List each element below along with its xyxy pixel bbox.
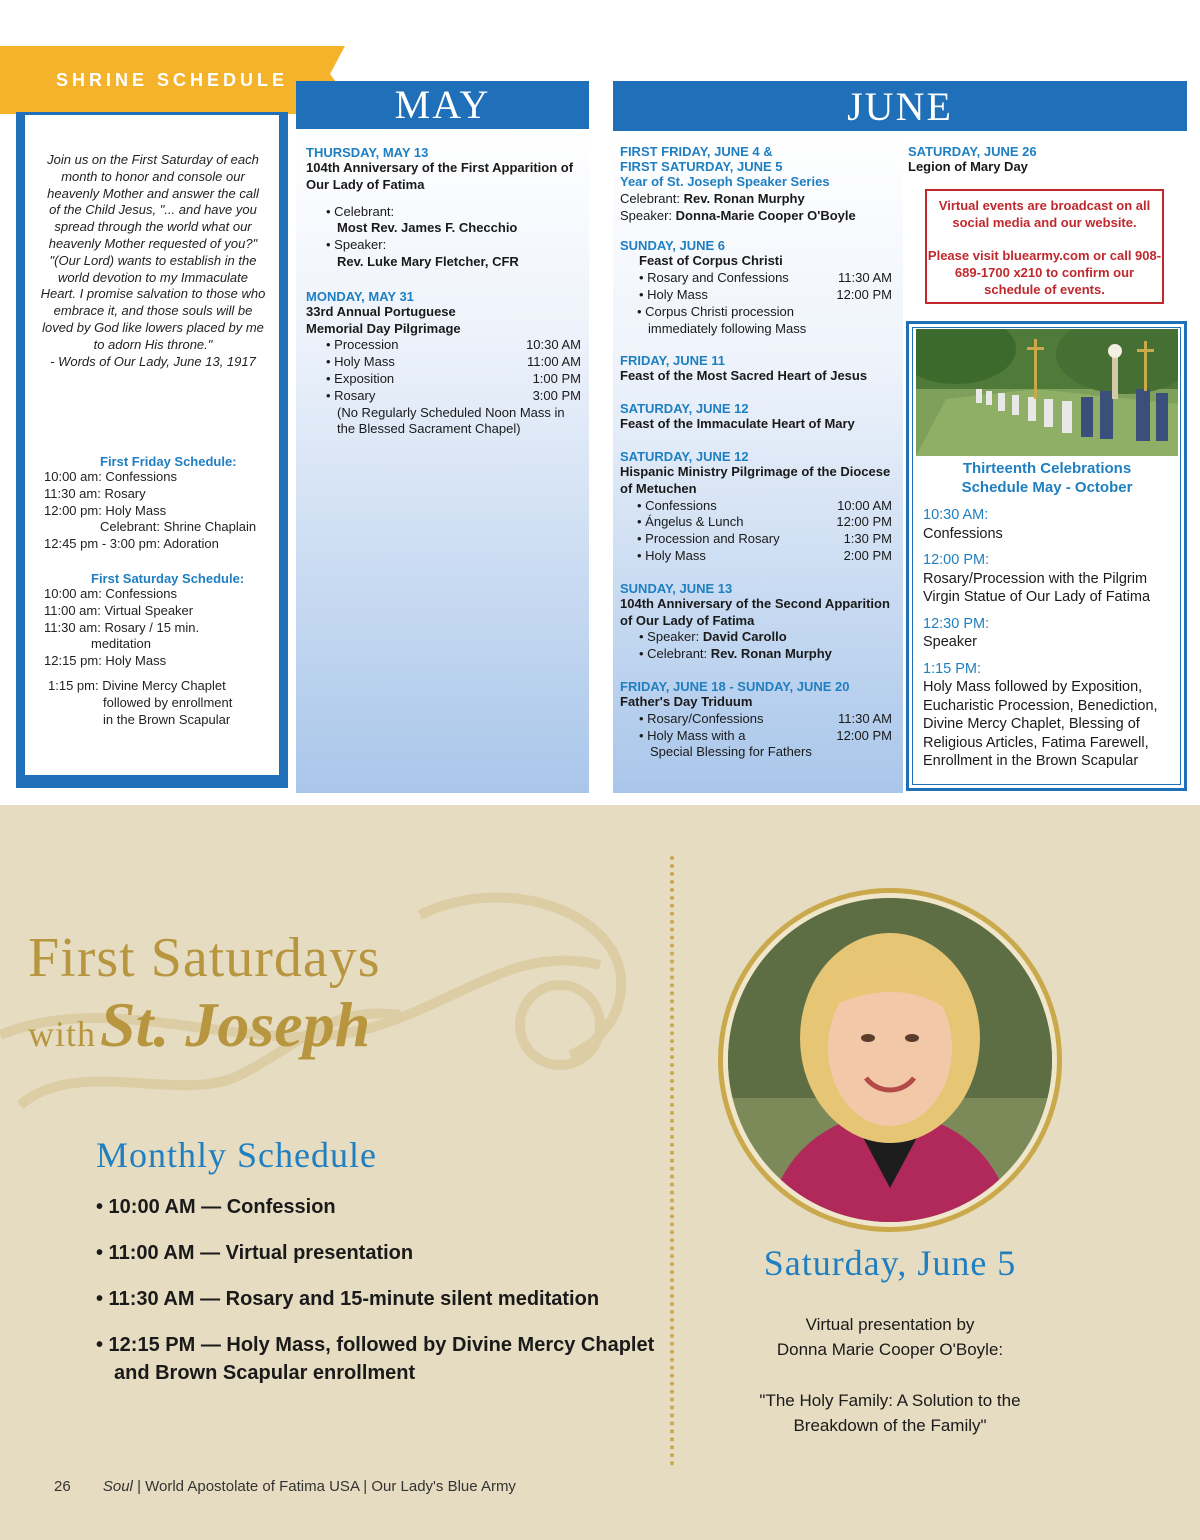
row-label: • Ángelus & Lunch xyxy=(637,514,744,530)
vp-quote-2: Breakdown of the Family" xyxy=(793,1416,987,1435)
row-label-text: Holy Mass xyxy=(334,354,395,370)
schedule-row xyxy=(306,388,581,405)
notice-line-1: Virtual events are broadcast on all social media and our website. xyxy=(938,198,1151,230)
celebrant-name: Rev. Ronan Murphy xyxy=(710,646,832,662)
first-saturday-meditation: meditation xyxy=(91,636,151,652)
first-saturday-chaplet-3: in the Brown Scapular xyxy=(103,711,231,727)
row-time: 11:30 AM xyxy=(838,270,892,286)
row-label: • Rosary/Confessions xyxy=(639,710,764,726)
first-saturday-item: 10:00 am: Confessions xyxy=(44,586,177,601)
first-friday-item: 11:30 am: Rosary xyxy=(44,485,146,501)
schedule-row xyxy=(620,728,892,745)
procession-photo xyxy=(916,329,1178,456)
row-time: 1:30 PM xyxy=(843,531,892,547)
may-speaker: Rev. Luke Mary Fletcher, CFR xyxy=(337,253,519,269)
quote-attribution: - Words of Our Lady, June 13, 1917 xyxy=(50,353,256,369)
celebrant-label: Celebrant: xyxy=(620,190,680,206)
row-label: • Procession xyxy=(326,337,399,353)
title-line-1: First Saturdays xyxy=(28,927,381,989)
june-event-date: FRIDAY, JUNE 18 - SUNDAY, JUNE 20 xyxy=(620,678,850,694)
june-title: JUNE xyxy=(847,84,953,129)
june-event-date: FRIDAY, JUNE 11 xyxy=(620,353,726,369)
row-label: • Exposition xyxy=(326,370,395,386)
speaker-photo xyxy=(728,898,1052,1222)
title-with: with xyxy=(28,1014,97,1054)
thirteenth-desc: Holy Mass followed by Exposition, Eucharistic Procession, Benediction, Divine Mercy Chaplet, Blessing of Religious Articles, Fatima Farewell, Enrollment in the Brown Scapular xyxy=(923,679,1158,769)
row-label: • Confessions xyxy=(637,497,717,513)
page-footer xyxy=(54,1478,516,1495)
first-saturday-item: 11:00 am: Virtual Speaker xyxy=(44,602,194,618)
celebrant-label: Celebrant: xyxy=(647,646,708,662)
may-event-date: MONDAY, MAY 31 xyxy=(306,288,414,304)
thirteenth-title xyxy=(916,459,1178,497)
june-event-title: Feast of the Most Sacred Heart of Jesus xyxy=(620,368,868,384)
row-label: • Holy Mass xyxy=(639,286,708,302)
schedule-row xyxy=(306,337,581,354)
june-event-date: FIRST FRIDAY, JUNE 4 & xyxy=(620,144,773,159)
section-label: SHRINE SCHEDULE xyxy=(56,70,289,90)
row-label-text: Holy Mass with a xyxy=(647,727,746,743)
first-friday-schedule xyxy=(44,454,274,553)
list-item: • 10:00 AM — Confession xyxy=(96,1196,336,1218)
first-saturday-mass: 12:15 pm: Holy Mass xyxy=(44,653,167,669)
quote-text-2: "(Our Lord) wants to establish in the world devotion to my Immaculate Heart. I promise salvation to those who embrace it, and those souls will be loved by God like lowers placed by me to adorn His throne." xyxy=(40,252,266,352)
row-time: 11:00 AM xyxy=(527,354,581,370)
list-item: • 11:00 AM — Virtual presentation xyxy=(96,1242,414,1264)
june-event-title: Feast of the Immaculate Heart of Mary xyxy=(620,416,855,432)
may-events xyxy=(306,145,581,438)
schedule-row xyxy=(620,287,892,304)
june-series: Year of St. Joseph Speaker Series xyxy=(620,174,830,189)
june-event-title: 104th Anniversary of the Second Apparition of Our Lady of Fatima xyxy=(620,595,890,628)
thirteenth-desc: Confessions xyxy=(923,525,1003,542)
may-speaker-label: • Speaker: xyxy=(326,237,387,253)
procession-image xyxy=(916,329,1178,456)
row-label-text: Confessions xyxy=(645,497,717,513)
row-label-text: Rosary/Confessions xyxy=(647,710,764,726)
may-note: (No Regularly Scheduled Noon Mass in the Blessed Sacrament Chapel) xyxy=(337,404,565,437)
row-time: 12:00 PM xyxy=(836,286,892,302)
row-label-text: Ángelus & Lunch xyxy=(645,514,744,530)
speaker-portrait xyxy=(728,898,1052,1222)
first-saturday-chaplet-2: followed by enrollment xyxy=(103,694,233,710)
speaker-name: David Carollo xyxy=(702,629,787,645)
row-label: • Holy Mass xyxy=(326,354,395,370)
first-friday-celebrant: Celebrant: Shrine Chaplain xyxy=(100,519,257,535)
june-event-date-2: FIRST SATURDAY, JUNE 5 xyxy=(620,159,783,174)
row-label-text: Procession and Rosary xyxy=(645,531,780,547)
row-time: 12:00 PM xyxy=(836,514,892,530)
june-event-title: Hispanic Ministry Pilgrimage of the Diocese of Metuchen xyxy=(620,463,891,496)
may-celebrant-label: • Celebrant: xyxy=(326,203,395,219)
june-header xyxy=(613,81,1187,131)
first-saturday-chaplet: 1:15 pm: Divine Mercy Chaplet xyxy=(48,677,226,693)
first-saturday-item: 11:30 am: Rosary / 15 min. xyxy=(44,619,200,635)
first-saturday-title: First Saturday Schedule: xyxy=(91,571,245,586)
schedule-row xyxy=(620,531,892,548)
schedule-row xyxy=(306,371,581,388)
may-event-title: 104th Anniversary of the First Apparition of Our Lady of Fatima xyxy=(306,160,574,192)
may-event-date: THURSDAY, MAY 13 xyxy=(306,145,429,160)
june-speaker: • Speaker: David Carollo xyxy=(639,629,787,645)
first-saturdays-title xyxy=(28,928,381,1062)
may-event-title-2: Memorial Day Pilgrimage xyxy=(306,320,461,336)
june-events xyxy=(620,144,892,761)
first-friday-item: 12:00 pm: Holy Mass xyxy=(44,502,167,518)
celebrant-label: Celebrant: xyxy=(334,203,395,219)
monthly-schedule-list xyxy=(96,1193,656,1405)
procession-text: Corpus Christi procession xyxy=(645,303,795,319)
row-time: 2:00 PM xyxy=(843,547,892,563)
june-event-date: SATURDAY, JUNE 12 xyxy=(620,448,749,464)
schedule-row xyxy=(620,270,892,287)
june-event-title: Feast of Corpus Christi xyxy=(639,253,783,269)
thirteenth-time: 1:15 PM: xyxy=(923,660,982,677)
virtual-presentation xyxy=(690,1312,1090,1438)
may-event-title: 33rd Annual Portuguese xyxy=(306,303,456,319)
row-time: 1:00 PM xyxy=(532,370,581,386)
june-event-date: SATURDAY, JUNE 26 xyxy=(908,144,1037,159)
june-speaker xyxy=(620,208,892,225)
saturday-june-5-title: Saturday, June 5 xyxy=(763,1243,1017,1283)
thirteenth-time: 12:30 PM: xyxy=(923,615,990,632)
row-time: 3:00 PM xyxy=(532,387,581,403)
row-label: • Rosary and Confessions xyxy=(639,270,789,286)
celebrant-name: Rev. Ronan Murphy xyxy=(683,190,805,206)
row-label-text: Holy Mass xyxy=(645,547,706,563)
june-celebrant: • Celebrant: Rev. Ronan Murphy xyxy=(639,646,832,662)
list-item: • 11:30 AM — Rosary and 15-minute silent meditation xyxy=(96,1288,600,1310)
vp-line-2: Donna Marie Cooper O'Boyle: xyxy=(776,1340,1004,1359)
schedule-row xyxy=(620,711,892,728)
schedule-row xyxy=(620,498,892,515)
thirteenth-time: 12:00 PM: xyxy=(923,552,990,568)
row-label-text: Exposition xyxy=(334,370,395,386)
row-label-text: Procession xyxy=(334,337,399,353)
row-time: 10:30 AM xyxy=(526,337,581,353)
section-divider xyxy=(670,856,674,1466)
june-celebrant xyxy=(620,191,892,208)
row-label: • Holy Mass xyxy=(637,547,706,563)
magazine-title: Soul xyxy=(102,1478,133,1495)
row-label: • Procession and Rosary xyxy=(637,531,780,547)
june-event-date: SUNDAY, JUNE 13 xyxy=(620,580,733,596)
june-event-title: Legion of Mary Day xyxy=(908,159,1028,174)
speaker-name: Donna-Marie Cooper O'Boyle xyxy=(675,207,856,223)
list-item: • 12:15 PM — Holy Mass, followed by Divine Mercy Chaplet and Brown Scapular enrollment xyxy=(96,1334,655,1384)
virtual-events-notice xyxy=(925,189,1164,304)
row-time: 11:30 AM xyxy=(838,710,892,726)
thirteenth-title-2: Schedule May - October xyxy=(961,479,1133,496)
page-number: 26 xyxy=(54,1478,71,1495)
footer-text: | World Apostolate of Fatima USA | Our Lady's Blue Army xyxy=(137,1478,516,1495)
speaker-label: Speaker: xyxy=(334,237,387,253)
notice-line-2: Please visit bluearmy.com or call 908-689-1700 x210 to confirm our schedule of events. xyxy=(927,248,1162,297)
title-st-joseph: St. Joseph xyxy=(100,989,371,1060)
schedule-row xyxy=(306,354,581,371)
quote-block xyxy=(40,152,266,370)
thirteenth-schedule xyxy=(923,506,1179,771)
first-friday-item: 10:00 am: Confessions xyxy=(44,469,177,484)
monthly-schedule-title: Monthly Schedule xyxy=(96,1135,377,1175)
vp-line-1: Virtual presentation by xyxy=(805,1315,975,1334)
schedule-row xyxy=(620,548,892,565)
quote-text: Join us on the First Saturday of each month to honor and console our heavenly Mother and answer the call of the Child Jesus, "... and have you spread through the world what our heavenly Mother requested of you?" xyxy=(47,152,259,251)
speaker-label: Speaker: xyxy=(647,629,700,645)
june-event-legion xyxy=(908,144,1178,176)
row-label-text: Holy Mass xyxy=(647,286,708,302)
first-friday-adoration: 12:45 pm - 3:00 pm: Adoration xyxy=(44,536,219,552)
may-celebrant: Most Rev. James F. Checchio xyxy=(337,220,518,236)
first-friday-title: First Friday Schedule: xyxy=(100,454,237,469)
june-event-date: SATURDAY, JUNE 12 xyxy=(620,401,749,417)
thirteenth-time: 10:30 AM: xyxy=(923,507,989,523)
june-triduum-blessing: Special Blessing for Fathers xyxy=(650,744,812,760)
row-label-text: Rosary and Confessions xyxy=(647,270,789,286)
june-event-date: SUNDAY, JUNE 6 xyxy=(620,238,726,254)
title-line-2 xyxy=(28,988,381,1062)
thirteenth-title-1: Thirteenth Celebrations xyxy=(962,460,1132,477)
row-time: 10:00 AM xyxy=(837,497,892,513)
june-procession-2: immediately following Mass xyxy=(648,320,807,336)
june-procession: • Corpus Christi procession xyxy=(637,303,795,319)
vp-quote-1: "The Holy Family: A Solution to the xyxy=(759,1391,1021,1410)
first-saturday-schedule xyxy=(44,571,274,728)
row-time: 12:00 PM xyxy=(836,727,892,743)
row-label-text: Rosary xyxy=(334,387,376,403)
schedule-row xyxy=(620,514,892,531)
june-event-title: Father's Day Triduum xyxy=(620,693,753,709)
row-label: • Rosary xyxy=(326,387,376,403)
may-header: MAY xyxy=(296,81,589,129)
thirteenth-desc: Speaker xyxy=(923,634,978,650)
thirteenth-desc: Rosary/Procession with the Pilgrim Virgin Statue of Our Lady of Fatima xyxy=(923,570,1151,605)
row-label: • Holy Mass with a xyxy=(639,727,746,743)
speaker-label: Speaker: xyxy=(620,207,673,223)
